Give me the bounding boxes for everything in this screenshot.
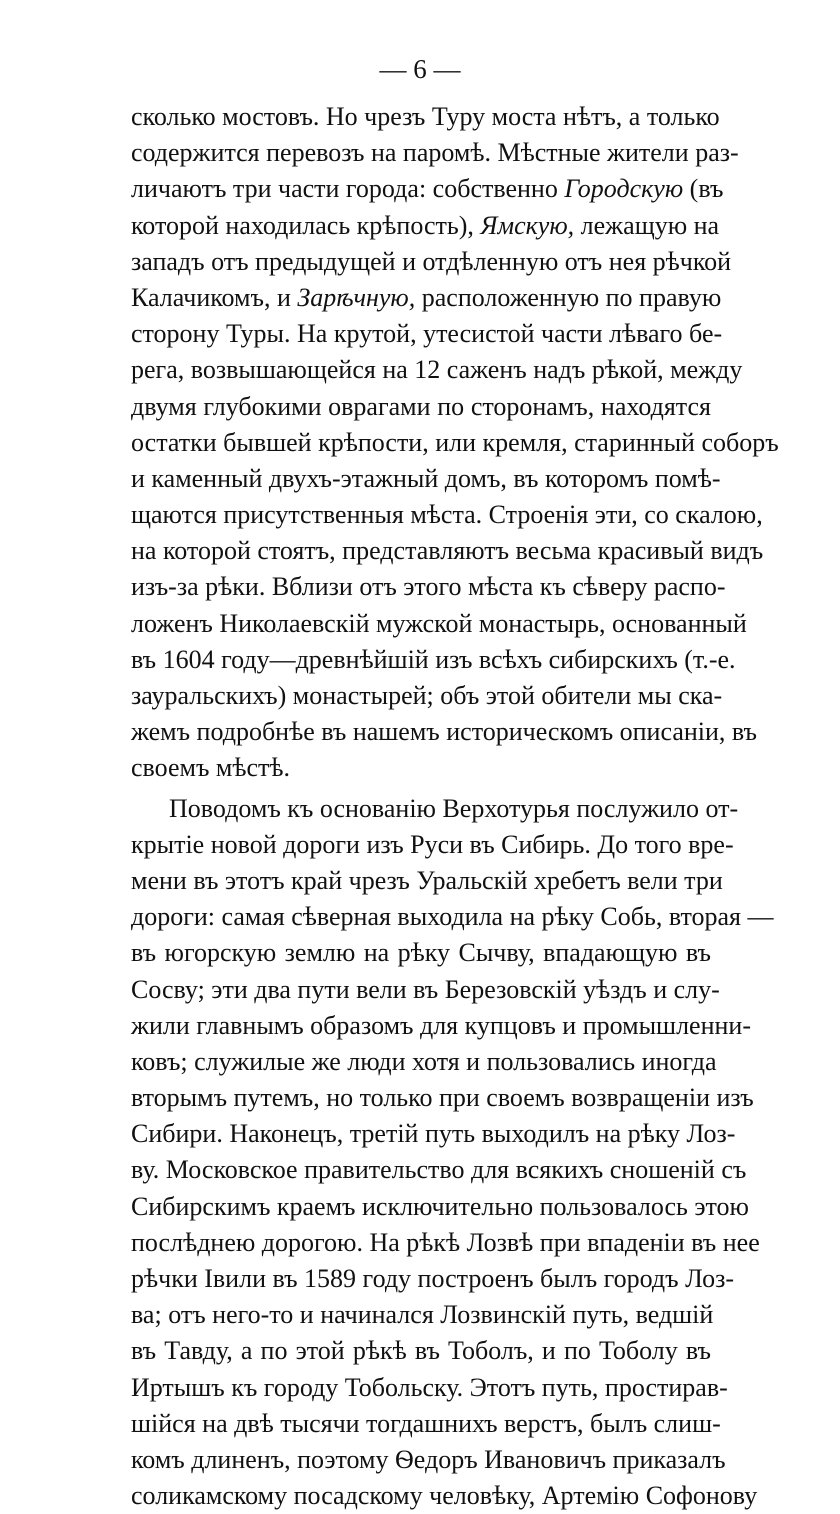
text-segment: расположенную по правую	[415, 282, 722, 312]
text-line: западъ отъ предыдущей и отдѣленную отъ нея рѣчкой	[131, 246, 732, 276]
text-line: щаются присутственныя мѣста. Строенія эти, со скалою,	[131, 500, 763, 530]
italic-term-gorodskaya: Городскую	[564, 174, 684, 204]
text-line: на которой стоятъ, представляютъ весьма красивый видъ	[131, 536, 764, 566]
paragraph-2	[131, 791, 774, 1514]
text-line: Сосву; эти два пути вели въ Березовскій уѣздъ и слу-	[131, 974, 720, 1004]
text-line: Поводомъ къ основанію Верхотурья послужило от-	[169, 793, 739, 823]
text-line: жили главнымъ образомъ для купцовъ и промышленни-	[131, 1010, 751, 1040]
text-line: рега, возвышающейся на 12 саженъ надъ рѣкой, между	[131, 355, 743, 385]
italic-term-zarechnaya: Зарѣчную,	[297, 282, 416, 312]
text-line: двумя глубокими оврагами по сторонамъ, находятся	[131, 391, 711, 421]
text-line: въ 1604 году—древнѣйшій изъ всѣхъ сибирскихъ (т.-е.	[131, 644, 736, 674]
text-segment: лежащую на	[574, 210, 720, 240]
text-line: сколько мостовъ. Но чрезъ Туру моста нѣтъ, а только	[131, 102, 720, 131]
text-line: рѣчки Івили въ 1589 году построенъ былъ городъ Лоз-	[131, 1264, 735, 1293]
text-line: своемъ мѣстѣ.	[131, 753, 290, 783]
text-line: соликамскому посадскому человѣку, Артемію Софонову	[131, 1481, 758, 1511]
text-line: мени въ этотъ край чрезъ Уральскій хребетъ вели три	[131, 865, 723, 895]
text-line: сторону Туры. На крутой, утесистой части лѣваго бе-	[131, 319, 723, 349]
text-line	[131, 280, 722, 316]
text-line: зауральскихъ) монастырей; объ этой обители мы ска-	[131, 681, 723, 710]
text-line	[131, 171, 724, 207]
text-segment: которой находилась крѣпость),	[131, 210, 481, 240]
text-segment: Калачикомъ, и	[131, 282, 298, 312]
text-segment: (въ	[683, 174, 724, 204]
text-line: содержится перевозъ на паромѣ. Мѣстные жители раз-	[131, 138, 739, 168]
text-line: Сибирскимъ краемъ исключительно пользовалось этою	[131, 1191, 749, 1221]
text-line: изъ-за рѣки. Вблизи отъ этого мѣста къ сѣверу распо-	[131, 572, 726, 602]
text-segment: личаютъ три части города: собственно	[131, 174, 565, 204]
text-line: и каменный двухъ-этажный домъ, въ которомъ помѣ-	[131, 463, 721, 493]
text-line: Иртышъ къ городу Тобольску. Этотъ путь, простирав-	[131, 1372, 728, 1402]
text-line: комъ длиненъ, поэтому Ѳедоръ Ивановичъ приказалъ	[131, 1444, 726, 1474]
text-line: ву. Московское правительство для всякихъ сношеній съ	[131, 1155, 747, 1185]
text-line	[131, 208, 720, 244]
text-line: въ Тавду, а по этой рѣкѣ въ Тоболъ, и по Тоболу въ	[131, 1336, 711, 1366]
page-number: — 6 —	[379, 54, 461, 84]
text-line: дороги: самая сѣверная выходила на рѣку Собь, вторая —	[131, 902, 774, 932]
text-line: ковъ; служилые же люди хотя и пользовались иногда	[131, 1046, 717, 1076]
text-line: крытіе новой дороги изъ Руси въ Сибирь. До того вре-	[131, 829, 734, 859]
text-line: въ югорскую землю на рѣку Сычву, впадающую въ	[131, 938, 711, 968]
body-text	[131, 99, 779, 1514]
text-line: вторымъ путемъ, но только при своемъ возвращеніи изъ	[131, 1083, 754, 1113]
text-line: Сибири. Наконецъ, третій путь выходилъ на рѣку Лоз-	[131, 1119, 736, 1149]
text-line: шійся на двѣ тысячи тогдашнихъ верстъ, былъ слиш-	[131, 1408, 721, 1438]
text-line: ложенъ Николаевскій мужской монастырь, основанный	[131, 608, 747, 638]
italic-term-yamskaya: Ямскую,	[480, 210, 575, 240]
text-line: послѣднею дорогою. На рѣкѣ Лозвѣ при впаденіи въ нее	[131, 1227, 760, 1257]
text-line: ва; отъ него-то и начинался Лозвинскій путь, ведшій	[131, 1300, 714, 1330]
text-line: жемъ подробнѣе въ нашемъ историческомъ описаніи, въ	[131, 717, 757, 747]
text-line: остатки бывшей крѣпости, или кремля, старинный соборъ	[131, 427, 779, 457]
paragraph-1	[131, 99, 779, 787]
